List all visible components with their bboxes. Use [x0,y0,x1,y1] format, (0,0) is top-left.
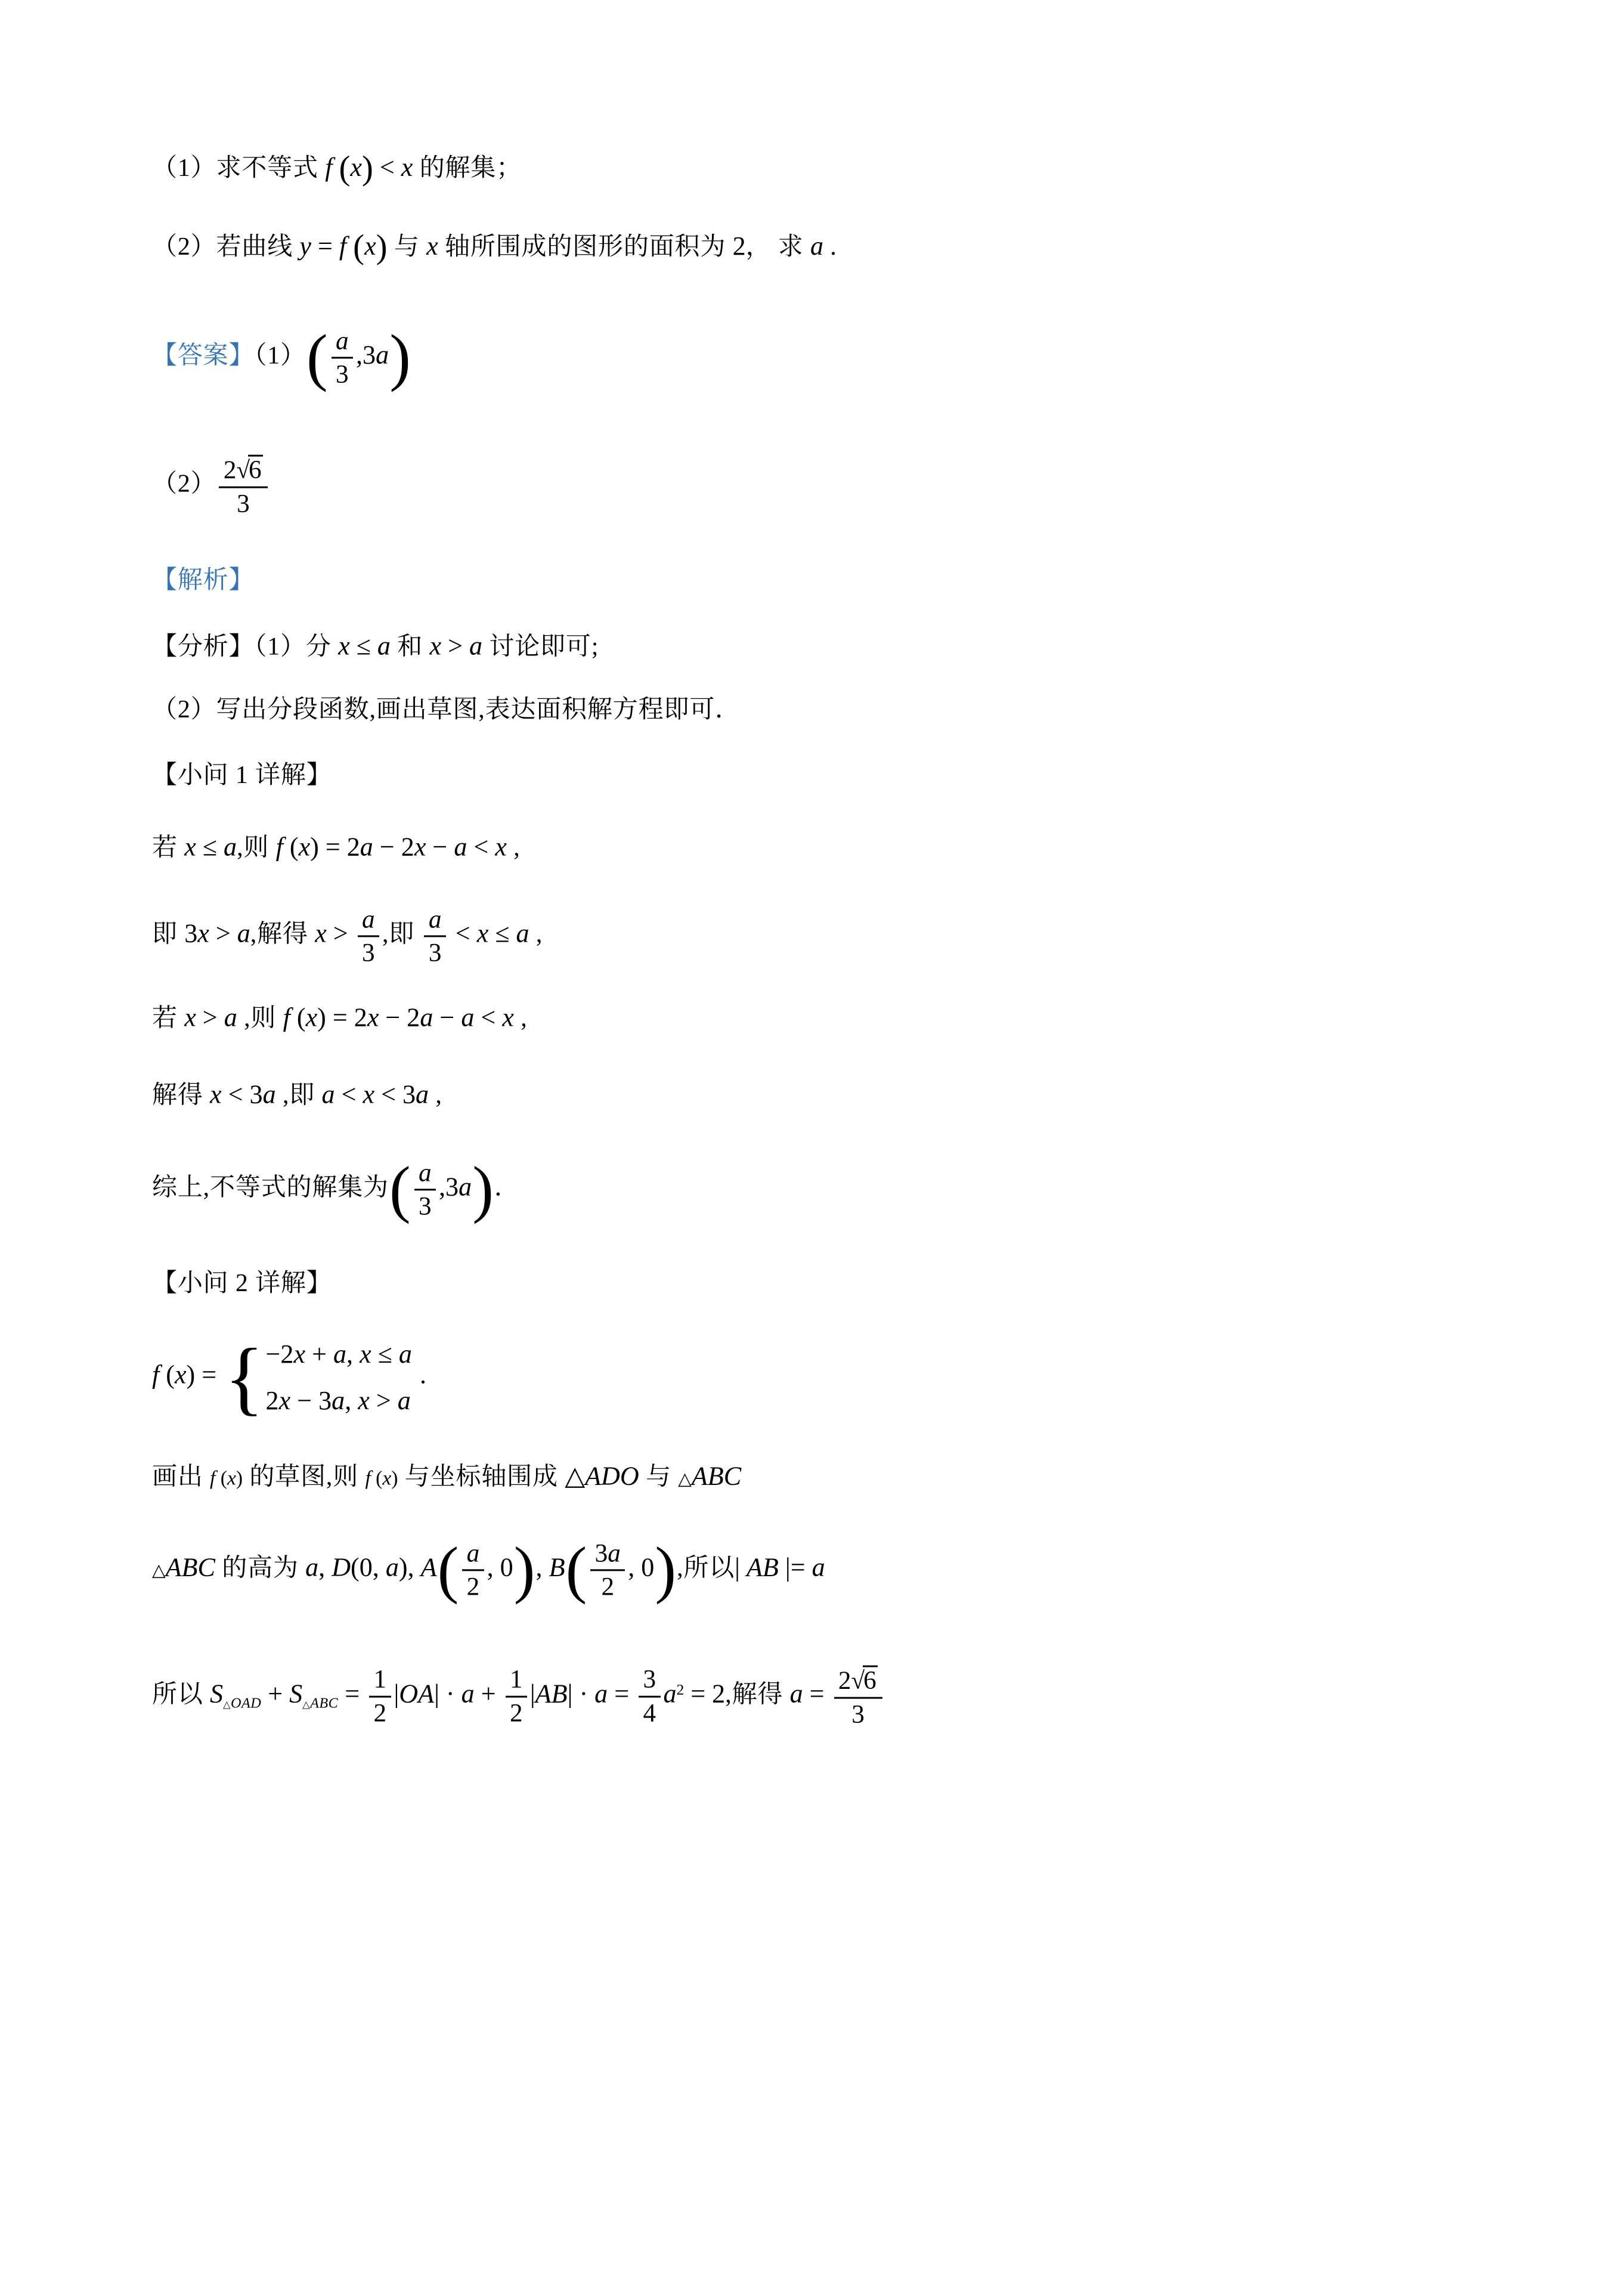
math-italic: x [298,832,311,862]
math-upright: + [474,1679,503,1709]
cjk-text: 综上,不等式的解集为 [152,1174,389,1202]
math-upright: −2 [265,1339,294,1369]
math-upright: | [394,1679,399,1709]
math-upright: . [413,1360,427,1390]
cjk-text: 轴所围成的图形的面积为 [438,233,733,261]
math-subscript [223,1695,261,1711]
math-italic: a [461,1002,475,1032]
part2-step-1 [152,1459,741,1493]
big-paren: ) [472,1154,494,1225]
math-italic: a [466,1539,480,1568]
math-italic: x [401,152,413,182]
math-upright: 2 [838,1666,851,1695]
part2-piecewise-function [152,1331,427,1424]
math-italic: a [789,1679,803,1709]
cjk-text: （1）求不等式 [152,154,326,182]
math-upright: ) = 2 [317,1002,367,1032]
math-upright: − 2 [379,1002,420,1032]
math-italic: ABC [310,1695,339,1712]
math-upright: ≤ [349,631,377,661]
cjk-text: 的高为 [215,1554,306,1582]
math-upright: 2 [732,231,746,261]
cjk-text: , [529,920,543,948]
answer-line-1 [152,322,411,393]
math-italic: a [416,1079,429,1109]
math-italic: OAD [230,1695,262,1712]
analysis-point-2 [152,694,741,726]
math-italic: ABC [165,1552,215,1582]
math-italic: a [810,231,824,261]
fraction-denominator [834,1698,882,1729]
math-italic: S [289,1679,303,1709]
math-italic: a [336,326,349,355]
math-fraction [639,1665,660,1728]
math-upright: + [305,1339,333,1369]
math-upright: | · [567,1679,595,1709]
fraction-denominator [414,1191,436,1221]
fraction-denominator [219,488,267,518]
math-upright: 3 [336,360,349,389]
cjk-text: ,解得 [725,1681,790,1709]
math-radical [236,456,263,484]
math-italic: ADO [585,1461,639,1491]
math-upright: . [823,231,837,261]
math-upright: > [196,1002,224,1032]
radicand [248,454,263,483]
math-italic: OA [399,1679,435,1709]
paren: ) [376,228,388,266]
cjk-text: （1） [254,342,306,370]
cjk-text: , [429,1081,442,1109]
math-italic: x [358,1385,370,1415]
cjk-text: 的草图,则 [243,1463,366,1491]
part1-step-4 [152,1078,442,1111]
math-italic: a [461,1679,475,1709]
math-upright: ) = 2 [310,832,360,862]
cjk-text: ,即 [275,1081,322,1109]
math-upright: = [311,231,339,261]
math-upright: , [345,1385,358,1415]
math-italic: x [184,832,196,862]
math-italic: a [376,340,389,370]
cjk-text: ,则 [237,834,276,862]
fraction-numerator [424,905,445,937]
math-upright: < [448,918,477,948]
math-italic: x [495,832,507,862]
fraction-denominator [424,937,445,968]
cases-rows [266,1341,412,1414]
cjk-text: 画出 [152,1463,210,1491]
cjk-text: 【小问 2 详解】 [152,1269,332,1297]
answer-line-2 [152,454,270,519]
big-paren: ( [306,322,328,393]
math-upright: 2 [509,1698,523,1728]
math-italic: AB [535,1679,568,1709]
math-italic: a [262,1079,276,1109]
triangle-symbol: △ [678,1469,692,1489]
math-superscript [676,1682,684,1698]
math-upright: − 3 [290,1385,332,1415]
cjk-text: , [513,1004,528,1032]
math-upright: 2 [676,1681,684,1698]
cjk-text: 解得 [152,1081,210,1109]
math-italic: a [428,905,442,934]
fraction-numerator [834,1664,882,1699]
math-upright: , 0 [628,1552,655,1582]
paren: ( [353,228,365,266]
math-fraction [332,326,353,389]
fraction-denominator [358,937,379,968]
big-paren: ( [437,1534,459,1605]
fraction-denominator [639,1698,660,1728]
triangle-symbol: △ [302,1700,311,1710]
math-italic: x [174,1360,187,1390]
math-upright: , [346,1339,360,1369]
problem-question-2 [152,227,837,269]
cjk-text: ,即 [382,920,422,948]
math-upright: > [369,1385,398,1415]
math-upright: 3 [594,1539,608,1568]
piecewise-cases [224,1331,412,1424]
small-math-italic: f [210,1467,221,1490]
math-italic: a [459,1172,472,1202]
part2-step-3 [152,1664,885,1729]
cjk-text: 与坐标轴围成 [398,1463,565,1491]
cjk-text: 若 [152,1004,185,1032]
fraction-numerator [358,905,379,937]
cjk-text: 所以 [152,1681,210,1709]
math-upright: + [261,1679,290,1709]
small-math-italic: x [382,1467,392,1490]
math-upright: < 3 [374,1079,416,1109]
math-italic: S [210,1679,224,1709]
math-fraction [414,1158,436,1221]
math-italic: a [333,1339,347,1369]
cjk-text: ,所以 [677,1554,735,1582]
math-upright: < [373,152,401,182]
math-upright: 1 [373,1665,387,1694]
math-upright: ≤ [488,918,516,948]
math-italic: x [476,918,489,948]
cjk-text: 【小问 1 详解】 [152,761,332,789]
fraction-numerator [590,1539,625,1571]
part2-step-2 [152,1534,825,1605]
math-upright: > [326,918,355,948]
big-paren: ) [513,1534,535,1605]
cjk-text: 和 [390,633,430,661]
math-upright: , 0 [487,1552,513,1582]
section-label: 【答案】 [152,342,255,370]
math-upright: − 2 [373,832,414,862]
math-fraction [506,1665,527,1728]
math-upright: 2 [373,1698,387,1728]
big-paren: ) [655,1534,677,1605]
math-upright: , [318,1552,332,1582]
fraction-denominator [332,359,353,389]
math-italic: x [502,1002,514,1032]
math-italic: x [350,152,362,182]
math-upright: 4 [643,1698,656,1728]
cases-row [266,1341,412,1367]
cjk-text: 讨论即可; [482,633,599,661]
math-italic: y [299,231,311,261]
part1-header [152,760,332,791]
radical-sign: √ [851,1666,865,1694]
math-fraction [424,905,445,967]
paren: ) [361,149,373,187]
math-fraction [358,905,379,967]
math-upright: ,3 [439,1172,459,1202]
math-upright: ( [289,832,299,862]
math-italic: f [283,1002,297,1032]
math-fraction [369,1665,391,1728]
math-italic: a [224,832,237,862]
fraction-numerator [219,454,267,488]
cjk-text: 的解集； [413,154,522,182]
math-upright: = [608,1679,636,1709]
math-upright: 2 [601,1572,615,1601]
math-upright: ) = [186,1360,224,1390]
math-upright: (0, [351,1552,386,1582]
math-upright: ( [296,1002,306,1032]
math-italic: a [811,1552,825,1582]
fraction-denominator [506,1698,527,1728]
math-italic: f [339,231,354,261]
math-upright: < [474,1002,503,1032]
math-upright: △ [565,1461,586,1491]
math-italic: B [549,1552,565,1582]
math-italic: x [363,1079,375,1109]
math-italic: a [321,1079,335,1109]
left-brace-icon: { [224,1331,264,1424]
math-italic: x [197,918,209,948]
math-italic: a [454,832,467,862]
math-italic: x [426,231,438,261]
math-italic: a [419,1158,432,1187]
math-italic: a [516,918,529,948]
cjk-text: 【分析】（1）分 [152,633,339,661]
part1-step-2 [152,905,543,967]
fraction-numerator [506,1665,527,1697]
cjk-text: （2）写出分段函数,画出草图,表达面积解方程即可． [152,695,741,723]
math-radical [851,1667,878,1694]
math-upright: ( [166,1360,175,1390]
math-italic: ABC [691,1461,742,1491]
math-upright: 2 [466,1572,480,1601]
math-upright: < 3 [221,1079,263,1109]
small-math-italic: x [227,1467,236,1490]
big-paren: ) [389,322,411,393]
fraction-denominator [369,1698,391,1728]
math-upright: > [441,631,469,661]
math-italic: a [237,918,250,948]
math-upright: 3 [419,1192,432,1221]
math-italic: a [385,1552,399,1582]
math-upright: 3 [362,938,375,967]
math-upright: − [433,1002,461,1032]
fraction-numerator [639,1665,660,1697]
math-upright: | [735,1552,747,1582]
math-upright: = 2 [684,1679,726,1709]
math-italic: x [367,1002,379,1032]
math-upright: 2 [223,455,237,484]
cjk-text: 若 [152,834,185,862]
cjk-text: 与 [387,233,427,261]
cjk-text: （2） [152,470,216,498]
fraction-denominator [462,1571,484,1602]
small-math-upright: ) [236,1467,243,1490]
small-math-upright: ( [220,1467,227,1490]
math-upright: ,3 [356,340,376,370]
math-upright: ≤ [196,832,224,862]
math-italic: D [332,1552,351,1582]
math-italic: x [210,1079,222,1109]
math-upright: ≤ [371,1339,399,1369]
math-upright: < [334,1079,363,1109]
radical-sign: √ [236,456,250,484]
math-upright: 3 [643,1665,656,1694]
math-italic: A [420,1552,437,1582]
fraction-numerator [462,1539,484,1571]
small-math-italic: f [365,1467,376,1490]
small-math-upright: ) [391,1467,398,1490]
radicand [863,1665,878,1694]
math-upright: = [338,1679,367,1709]
math-italic: a [224,1002,237,1032]
math-italic: a [397,1385,411,1415]
math-italic: x [315,918,327,948]
math-italic: a [377,631,391,661]
math-italic: x [364,231,376,261]
cjk-text: 与 [639,1463,679,1491]
math-italic: a [469,631,483,661]
math-fraction [219,454,267,519]
math-italic: AB [746,1552,779,1582]
triangle-symbol: △ [223,1700,231,1710]
math-upright: − [426,832,454,862]
math-italic: x [293,1339,306,1369]
math-italic: a [332,1385,345,1415]
fraction-numerator [332,326,353,358]
math-italic: x [184,1002,196,1032]
math-upright: 3 [851,1700,865,1729]
math-italic: a [608,1539,621,1568]
math-upright: < [467,832,495,862]
math-upright: 3 [428,938,442,967]
math-upright: , [535,1552,549,1582]
math-italic: a [305,1552,319,1582]
small-math-upright: ( [376,1467,383,1490]
math-fraction [834,1664,882,1729]
analysis-point-1 [152,629,599,663]
cjk-text: （2）若曲线 [152,233,300,261]
math-upright: > [209,918,237,948]
math-fraction [462,1539,484,1601]
math-upright: 2 [265,1385,279,1415]
paren: ( [339,149,351,187]
math-upright: 1 [509,1665,523,1694]
math-upright: 6 [249,455,262,484]
part1-step-3 [152,1001,528,1034]
math-italic: a [594,1679,608,1709]
math-italic: x [360,1339,371,1369]
math-italic: x [429,631,442,661]
math-upright: 3 [184,918,198,948]
part2-header [152,1268,332,1299]
cjk-text: ,解得 [250,920,315,948]
math-italic: f [152,1360,166,1390]
math-italic: x [414,832,426,862]
math-upright: = [803,1679,831,1709]
math-italic: x [278,1385,291,1415]
math-italic: a [420,1002,433,1032]
math-upright: ), [398,1552,421,1582]
math-italic: a [360,832,373,862]
big-paren: ( [389,1154,411,1225]
cjk-text: , [506,834,521,862]
triangle-symbol: △ [152,1561,166,1580]
math-italic: a [663,1679,677,1709]
cjk-text: ， 求 [745,233,810,261]
problem-question-1 [152,148,522,190]
cases-row [265,1385,412,1415]
part1-step-1 [152,830,521,864]
fraction-numerator [414,1158,436,1190]
math-italic: x [305,1002,318,1032]
math-fraction [590,1539,625,1601]
math-upright: |= [778,1552,812,1582]
fraction-numerator [369,1665,391,1697]
math-italic: f [325,152,339,182]
big-paren: ( [565,1534,587,1605]
math-italic: x [338,631,350,661]
math-upright: | [529,1679,535,1709]
fraction-denominator [590,1571,625,1602]
math-italic: a [398,1339,412,1369]
math-upright: | · [434,1679,461,1709]
math-italic: a [362,905,375,934]
math-italic: f [275,832,290,862]
cjk-text: ． [494,1174,520,1202]
section-label: 【解析】 [152,566,255,594]
analysis-header [152,565,254,596]
math-upright: 6 [863,1666,876,1695]
math-subscript [302,1695,338,1711]
math-upright: 3 [237,489,250,518]
cjk-text: 即 [152,920,185,948]
part1-conclusion [152,1154,520,1225]
cjk-text: ,则 [237,1004,283,1032]
